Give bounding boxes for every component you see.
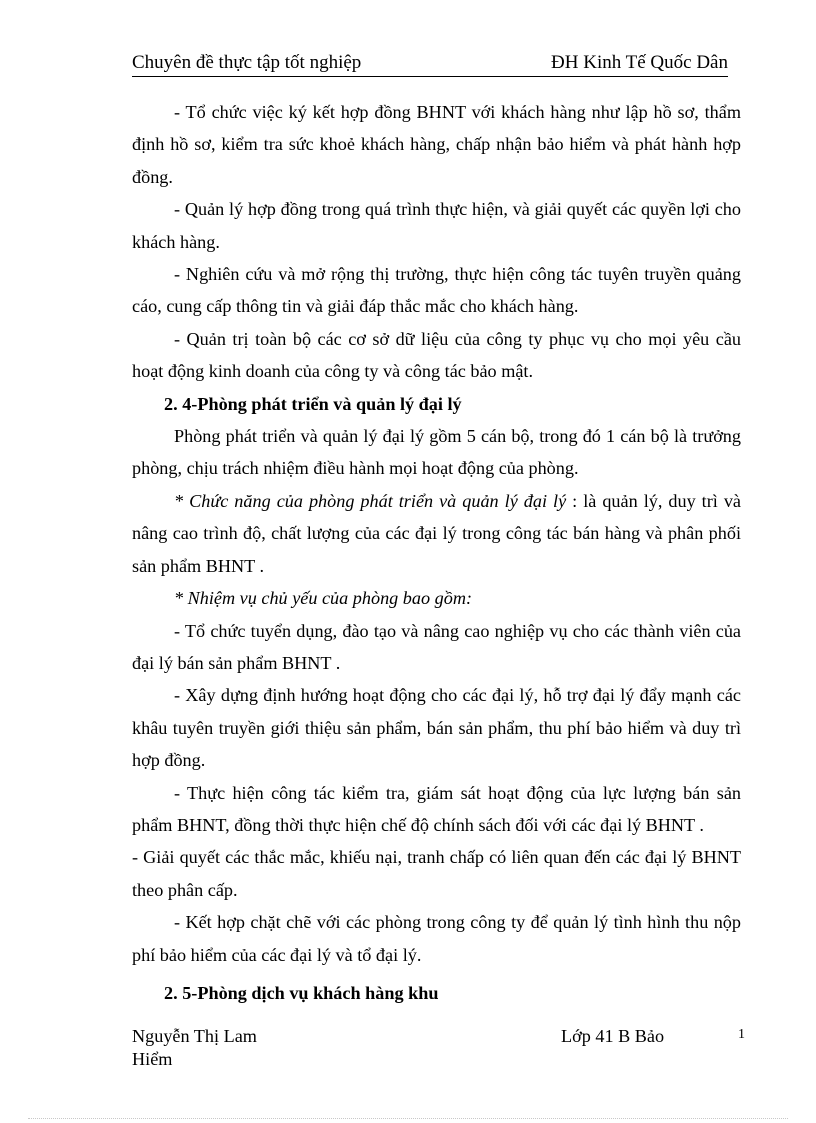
header-university: ĐH Kinh Tế Quốc Dân [551, 52, 728, 73]
footer-class: Lớp 41 B Bảo [561, 1026, 665, 1046]
paragraph-contract-management: - Quản lý hợp đồng trong quá trình thực hiện, và giải quyết các quyền lợi cho khách hàng. [132, 199, 741, 252]
paragraph-coordination: - Kết hợp chặt chẽ với các phòng trong công ty để quản lý tình hình thu nộp phí bảo hiểm của các đại lý và tổ đại lý. [132, 912, 741, 965]
paragraph-inspection: - Thực hiện công tác kiểm tra, giám sát hoạt động của lực lượng bán sản phẩm BHNT, đồng thời thực hiện chế độ chính sách đối với các đại lý BHNT . [132, 782, 741, 835]
paragraph-duties-intro: * Nhiệm vụ chủ yếu của phòng bao gồm: [174, 588, 473, 609]
paragraph-contract-signing: - Tổ chức việc ký kết hợp đồng BHNT với khách hàng như lập hồ sơ, thẩm định hồ sơ, kiểm tra sức khoẻ khách hàng, chấp nhận bảo hiểm và phát hành hợp đồng. [132, 102, 741, 187]
function-description: : là quản lý, duy trì và nâng cao trình độ, chất lượng của các đại lý trong công tác bán hàng và phân phối sản phẩm BHNT . [132, 490, 741, 576]
paragraph-market-research: - Nghiên cứu và mở rộng thị trường, thực hiện công tác tuyên truyền quảng cáo, cung cấp thông tin và giải đáp thắc mắc cho khách hàng. [132, 264, 741, 317]
paragraph-department-function [132, 485, 741, 582]
document-body [132, 96, 741, 1009]
paragraph-orientation: - Xây dựng định hướng hoạt động cho các đại lý, hỗ trợ đại lý đẩy mạnh các khâu tuyên truyền giới thiệu sản phẩm, bán sản phẩm, thu phí bảo hiểm và duy trì hợp đồng. [132, 685, 741, 771]
paragraph-complaints: - Giải quyết các thắc mắc, khiếu nại, tranh chấp có liên quan đến các đại lý BHNT theo phân cấp. [132, 847, 741, 900]
footer-author: Nguyễn Thị Lam [132, 1026, 257, 1046]
paragraph-database-admin: - Quản trị toàn bộ các cơ sở dữ liệu của công ty phục vụ cho mọi yêu cầu hoạt động kinh doanh của công ty và công tác bảo mật. [132, 328, 741, 382]
function-label: * Chức năng của phòng phát triển và quản lý đại lý [174, 490, 567, 511]
header-document-title: Chuyên đề thực tập tốt nghiệp [132, 52, 362, 73]
section-heading-customer-service: 2. 5-Phòng dịch vụ khách hàng khu [164, 982, 439, 1003]
page-number: 1 [738, 1027, 745, 1042]
paragraph-recruitment: - Tổ chức tuyển dụng, đào tạo và nâng cao nghiệp vụ cho các thành viên của đại lý bán sản phẩm BHNT . [132, 620, 741, 673]
paragraph-department-staff: Phòng phát triển và quản lý đại lý gồm 5 cán bộ, trong đó 1 cán bộ là trưởng phòng, chịu trách nhiệm điều hành mọi hoạt động của phòng. [132, 426, 741, 479]
page-bottom-divider [28, 1118, 788, 1119]
section-heading-agent-development: 2. 4-Phòng phát triển và quản lý đại lý [164, 393, 462, 414]
footer-class-continued: Hiểm [132, 1049, 173, 1069]
page-header [132, 52, 728, 77]
